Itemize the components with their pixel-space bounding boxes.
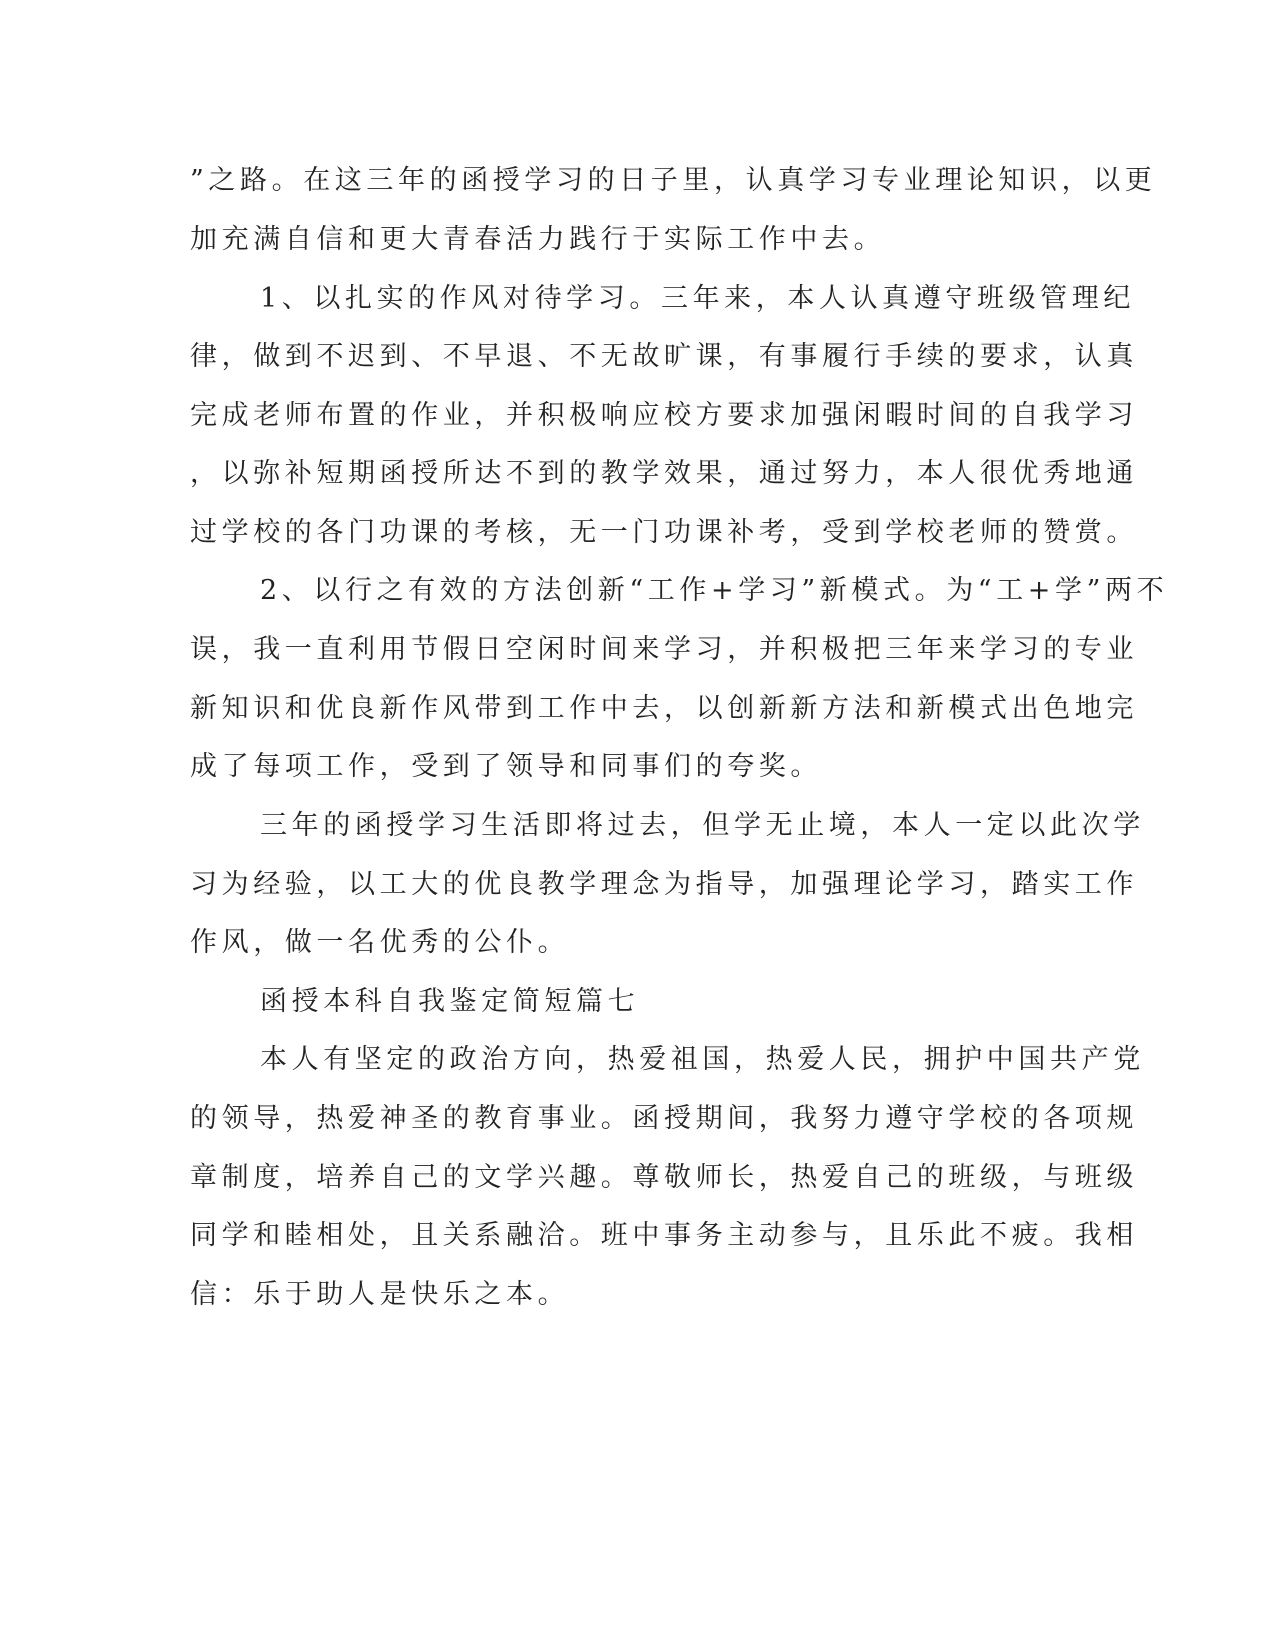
paragraph-4-start: 本人有坚定的政治方向，热爱祖国，热爱人民，拥护中国共产党 [260, 1044, 1145, 1075]
text-line: ”之路。在这三年的函授学习的日子里，认真学习专业理论知识，以更 [190, 165, 1157, 196]
text-line: 习为经验，以工大的优良教学理念为指导，加强理论学习，踏实工作 [190, 869, 1138, 900]
text-line: ，以弥补短期函授所达不到的教学效果，通过努力，本人很优秀地通 [190, 458, 1138, 489]
text-line: 新知识和优良新作风带到工作中去，以创新新方法和新模式出色地完 [190, 693, 1138, 724]
text-line: 加充满自信和更大青春活力践行于实际工作中去。 [190, 224, 886, 255]
section-heading: 函授本科自我鉴定简短篇七 [260, 986, 640, 1017]
text-line: 同学和睦相处，且关系融洽。班中事务主动参与，且乐此不疲。我相 [190, 1220, 1138, 1251]
text-line: 章制度，培养自己的文学兴趣。尊敬师长，热爱自己的班级，与班级 [190, 1162, 1138, 1193]
paragraph-1-start: 1、以扎实的作风对待学习。三年来，本人认真遵守班级管理纪 [260, 283, 1135, 314]
text-line: 的领导，热爱神圣的教育事业。函授期间，我努力遵守学校的各项规 [190, 1103, 1138, 1134]
text-line: 误，我一直利用节假日空闲时间来学习，并积极把三年来学习的专业 [190, 634, 1138, 665]
paragraph-2-start: 2、以行之有效的方法创新“工作+学习”新模式。为“工+学”两不 [260, 575, 1169, 606]
text-line: 作风，做一名优秀的公仆。 [190, 927, 570, 958]
text-line: 完成老师布置的作业，并积极响应校方要求加强闲暇时间的自我学习 [190, 400, 1138, 431]
text-line: 过学校的各门功课的考核，无一门功课补考，受到学校老师的赞赏。 [190, 517, 1138, 548]
paragraph-3-start: 三年的函授学习生活即将过去，但学无止境，本人一定以此次学 [260, 810, 1145, 841]
text-line: 律，做到不迟到、不早退、不无故旷课，有事履行手续的要求，认真 [190, 341, 1138, 372]
text-line: 成了每项工作，受到了领导和同事们的夸奖。 [190, 751, 822, 782]
text-line: 信：乐于助人是快乐之本。 [190, 1279, 570, 1310]
